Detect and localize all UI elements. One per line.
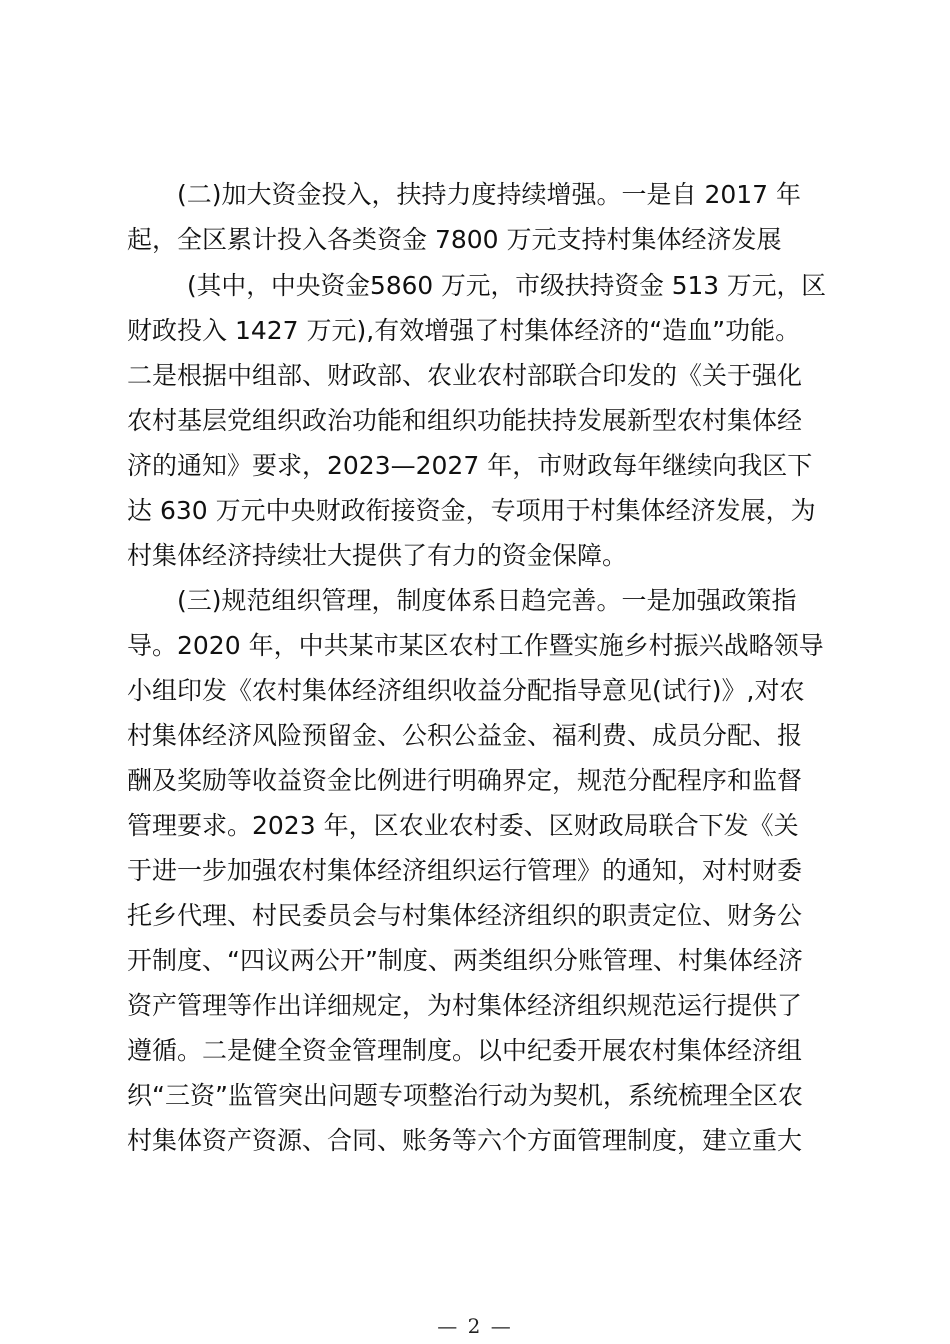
text-line xyxy=(0,356,950,396)
text-line xyxy=(0,716,950,756)
text-line-content: 农村基层党组织政治功能和组织功能扶持发展新型农村集体经 xyxy=(127,406,803,435)
text-line xyxy=(0,266,950,306)
text-line-content: 起，全区累计投入各类资金 7800 万元支持村集体经济发展 xyxy=(127,225,782,254)
text-line xyxy=(0,536,950,576)
text-line-content: 村集体经济持续壮大提供了有力的资金保障。 xyxy=(127,541,628,570)
text-line-content: (二)加大资金投入，扶持力度持续增强。一是自 2017 年 xyxy=(177,180,802,209)
text-line xyxy=(0,986,950,1026)
text-line xyxy=(0,896,950,936)
text-line xyxy=(0,806,950,846)
text-line xyxy=(0,401,950,441)
text-line-content: 遵循。二是健全资金管理制度。以中纪委开展农村集体经济组 xyxy=(127,1036,803,1065)
text-line xyxy=(0,941,950,981)
text-line xyxy=(0,175,950,215)
text-line xyxy=(0,220,950,260)
text-line xyxy=(0,851,950,891)
text-line-content: 资产管理等作出详细规定，为村集体经济组织规范运行提供了 xyxy=(127,991,803,1020)
text-line-content: 财政投入 1427 万元),有效增强了村集体经济的“造血”功能。 xyxy=(127,316,801,345)
text-line xyxy=(0,1076,950,1116)
text-line-content: 管理要求。2023 年，区农业农村委、区财政局联合下发《关 xyxy=(127,811,799,840)
text-line xyxy=(0,761,950,801)
text-line-content: 酬及奖励等收益资金比例进行明确界定，规范分配程序和监督 xyxy=(127,766,803,795)
text-line-content: 济的通知》要求，2023—2027 年，市财政每年继续向我区下 xyxy=(127,451,813,480)
text-line-content: 村集体资产资源、合同、账务等六个方面管理制度，建立重大 xyxy=(127,1126,803,1155)
text-line-content: 于进一步加强农村集体经济组织运行管理》的通知，对村财委 xyxy=(127,856,803,885)
text-line-content: 二是根据中组部、财政部、农业农村部联合印发的《关于强化 xyxy=(127,361,803,390)
text-line xyxy=(0,626,950,666)
text-line xyxy=(0,1031,950,1071)
text-line xyxy=(0,671,950,711)
text-line-content: 达 630 万元中央财政衔接资金，专项用于村集体经济发展，为 xyxy=(127,496,816,525)
text-line-content: 导。2020 年，中共某市某区农村工作暨实施乡村振兴战略领导 xyxy=(127,631,824,660)
page-number: — 2 — xyxy=(437,1314,513,1338)
text-line xyxy=(0,1121,950,1161)
text-line-content: (其中，中央资金5860 万元，市级扶持资金 513 万元，区 xyxy=(187,271,827,300)
text-line-content: 开制度、“四议两公开”制度、两类组织分账管理、村集体经济 xyxy=(127,946,803,975)
text-line xyxy=(0,491,950,531)
text-line-content: 织“三资”监管突出问题专项整治行动为契机，系统梳理全区农 xyxy=(127,1081,803,1110)
text-line-content: 小组印发《农村集体经济组织收益分配指导意见(试行)》,对农 xyxy=(127,676,805,705)
text-line xyxy=(0,311,950,351)
text-line xyxy=(0,446,950,486)
text-line-content: 托乡代理、村民委员会与村集体经济组织的职责定位、财务公 xyxy=(127,901,803,930)
text-line-content: (三)规范组织管理，制度体系日趋完善。一是加强政策指 xyxy=(177,586,797,615)
text-line xyxy=(0,581,950,621)
text-line-content: 村集体经济风险预留金、公积公益金、福利费、成员分配、报 xyxy=(127,721,803,750)
